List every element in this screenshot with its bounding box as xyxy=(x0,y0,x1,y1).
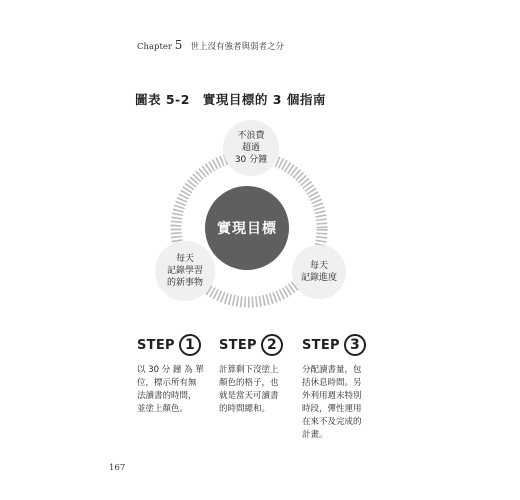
step-1-heading xyxy=(137,331,217,359)
node-right-line: 每天 xyxy=(309,261,328,271)
step-1-description xyxy=(137,364,217,416)
node-left-line: 的新事物 xyxy=(166,278,203,288)
step-line: 時段，彈性運用 xyxy=(302,404,362,414)
step-line: 在來不及完成的 xyxy=(302,417,362,427)
chapter-word: Chapter xyxy=(137,42,172,52)
step-line: 分配讀書量，包 xyxy=(302,365,362,375)
center-label: 實現目標 xyxy=(217,221,277,237)
node-right-line: 記錄進度 xyxy=(300,273,337,283)
step-label: STEP xyxy=(219,337,257,353)
step-line: 位，標示所有無 xyxy=(137,378,197,388)
step-line: 並塗上顏色。 xyxy=(137,404,189,414)
step-3-description xyxy=(302,364,382,442)
page-number: 167 xyxy=(109,463,126,473)
step-line: 法讀書的時間， xyxy=(137,391,197,401)
step-line: 外利用週末特別 xyxy=(302,391,362,401)
step-line: 就是當天可讀書 xyxy=(219,391,279,401)
step-2 xyxy=(219,331,299,416)
node-top-line: 不浪費 xyxy=(237,131,265,141)
step-2-description xyxy=(219,364,299,416)
node-left-label xyxy=(155,253,215,289)
figure-title: 圖表 5-2 實現目標的 3 個指南 xyxy=(135,92,326,107)
node-right-label xyxy=(289,260,349,284)
node-top-line: 30 分鐘 xyxy=(234,155,268,165)
step-label: STEP xyxy=(137,337,175,353)
node-left-line: 記錄學習 xyxy=(166,266,203,276)
chapter-title: 世上沒有強者與弱者之分 xyxy=(190,42,284,52)
node-left-line: 每天 xyxy=(175,254,194,264)
step-1 xyxy=(137,331,217,416)
step-number-circle: 1 xyxy=(179,334,201,356)
step-3-heading xyxy=(302,331,382,359)
chapter-number: 5 xyxy=(174,38,183,52)
node-top-line: 超過 xyxy=(241,143,260,153)
step-2-heading xyxy=(219,331,299,359)
step-3 xyxy=(302,331,382,442)
step-line: 計算剩下沒塗上 xyxy=(219,365,279,375)
node-top-label xyxy=(221,130,281,166)
step-line: 顏色的格子，也 xyxy=(219,378,279,388)
step-label: STEP xyxy=(302,337,340,353)
step-line: 的時間總和。 xyxy=(219,404,271,414)
step-number-circle: 2 xyxy=(261,334,283,356)
step-line: 計畫。 xyxy=(302,430,328,440)
step-line: 以 30 分 鐘 為 單 xyxy=(137,365,204,375)
step-number-circle: 3 xyxy=(344,334,366,356)
step-line: 括休息時間。另 xyxy=(302,378,362,388)
